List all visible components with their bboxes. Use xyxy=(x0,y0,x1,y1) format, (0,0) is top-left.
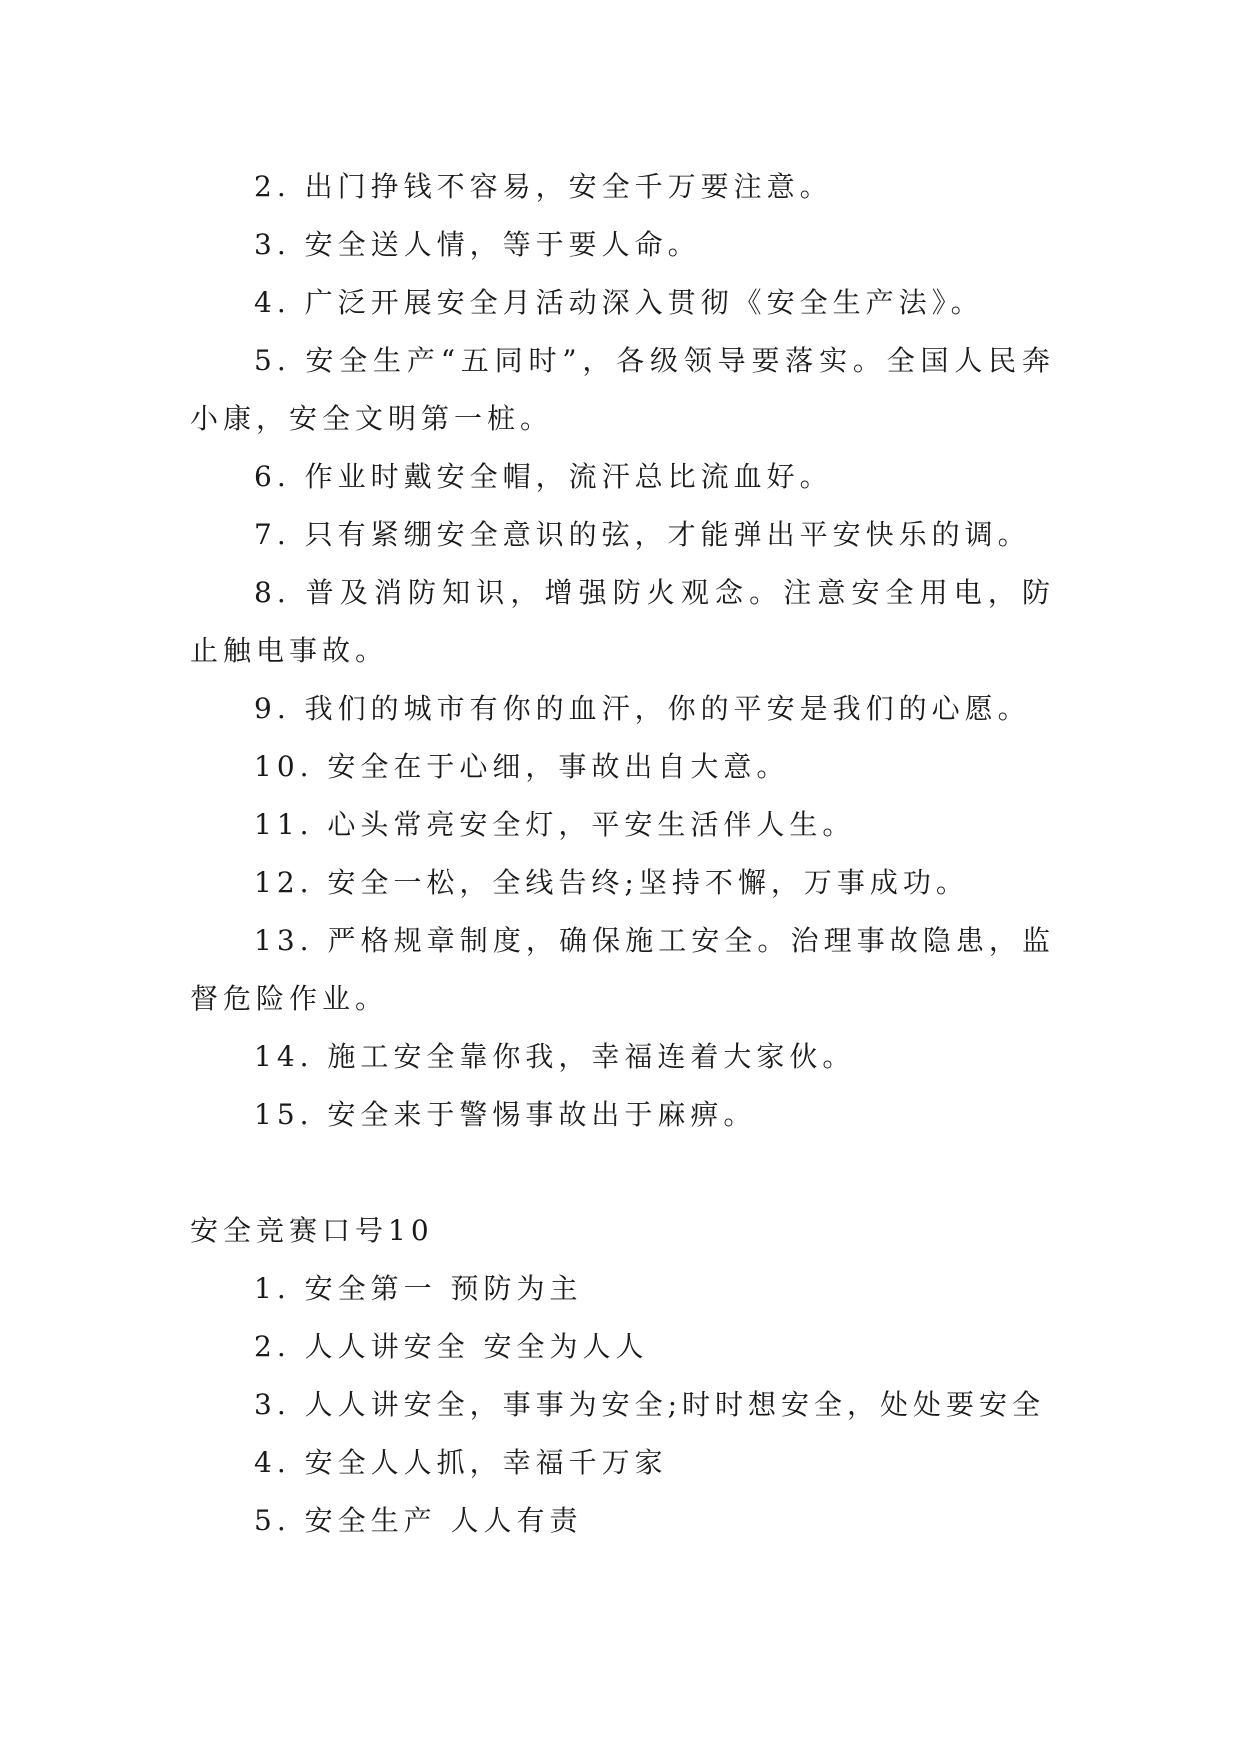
slogan-item: 14. 施工安全靠你我，幸福连着大家伙。 xyxy=(254,1040,856,1073)
slogan-item: 5. 安全生产 人人有责 xyxy=(254,1504,583,1537)
document-body xyxy=(190,158,1055,1550)
slogan-item: 1. 安全第一 预防为主 xyxy=(254,1272,583,1305)
slogan-item: 6. 作业时戴安全帽，流汗总比流血好。 xyxy=(254,460,833,493)
slogan-item: 4. 安全人人抓，幸福千万家 xyxy=(254,1446,668,1479)
slogan-item: 10. 安全在于心细，事故出自大意。 xyxy=(254,750,790,783)
slogan-item: 11. 心头常亮安全灯，平安生活伴人生。 xyxy=(254,808,856,841)
slogan-item: 12. 安全一松，全线告终;坚持不懈，万事成功。 xyxy=(254,866,969,899)
slogan-item: 3. 安全送人情，等于要人命。 xyxy=(254,228,701,261)
slogan-item: 4. 广泛开展安全月活动深入贯彻《安全生产法》。 xyxy=(254,286,984,319)
slogan-item: 2. 出门挣钱不容易，安全千万要注意。 xyxy=(254,170,833,203)
slogan-item: 3. 人人讲安全，事事为安全;时时想安全，处处要安全 xyxy=(254,1388,1046,1421)
slogan-item: 13. 严格规章制度，确保施工安全。治理事故隐患，监督危险作业。 xyxy=(190,924,1055,1015)
section-heading: 安全竞赛口号10 xyxy=(190,1214,434,1247)
slogan-item: 7. 只有紧绷安全意识的弦，才能弹出平安快乐的调。 xyxy=(254,518,1031,551)
slogan-item: 2. 人人讲安全 安全为人人 xyxy=(254,1330,649,1363)
slogan-item: 9. 我们的城市有你的血汗，你的平安是我们的心愿。 xyxy=(254,692,1031,725)
slogan-item: 15. 安全来于警惕事故出于麻痹。 xyxy=(254,1098,757,1131)
slogan-item: 5. 安全生产“五同时”，各级领导要落实。全国人民奔小康，安全文明第一桩。 xyxy=(190,344,1055,435)
slogan-item: 8. 普及消防知识，增强防火观念。注意安全用电，防止触电事故。 xyxy=(190,576,1055,667)
